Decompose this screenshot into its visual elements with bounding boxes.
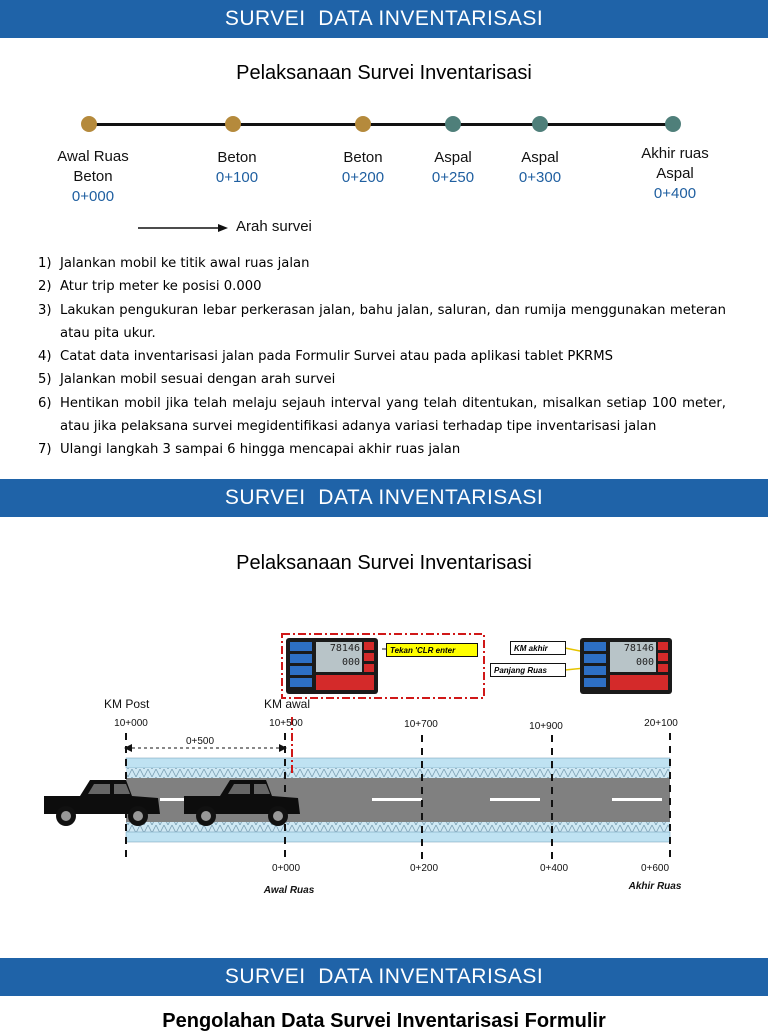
list-item: 2) Atur trip meter ke posisi 0.000: [38, 279, 262, 295]
callout-km-akhir: KM akhir: [510, 641, 566, 655]
list-item: 4) Catat data inventarisasi jalan pada Formulir Survei atau pada aplikasi tablet PKRMS: [38, 349, 613, 365]
list-item: 6) Hentikan mobil jika telah melaju sejauh interval yang telah ditentukan, misalkan setiap 100 meter, atau jika pelaksana survei megidentifikasi adanya variasi terhadap tipe inventarisasi jalan: [38, 395, 726, 435]
timeline-label: Aspal 0+300: [518, 149, 562, 186]
timeline-point: [532, 116, 548, 132]
awal-ruas-label: Awal Ruas: [263, 885, 315, 896]
timeline-point: [665, 116, 681, 132]
list-item: 7) Ulangi langkah 3 sampai 6 hingga mencapai akhir ruas jalan: [38, 442, 461, 458]
km-post-label: KM Post: [104, 697, 150, 711]
timeline-point: [81, 116, 97, 132]
top-km-label: 10+000: [114, 718, 148, 729]
bottom-km-label: 0+600: [640, 863, 670, 874]
odometer-trip: 000: [341, 657, 360, 668]
odometer-trip: 000: [635, 657, 654, 668]
top-km-label: 20+100: [644, 718, 678, 729]
odometer-device-icon: [286, 638, 378, 694]
slide-title: Pengolahan Data Survei Inventarisasi Formulir: [162, 1010, 606, 1032]
bottom-km-label: 0+200: [409, 863, 439, 874]
odometer-device-icon: [580, 638, 672, 694]
slide-banner: SURVEI DATA INVENTARISASI: [0, 0, 768, 38]
list-item: 5) Jalankan mobil sesuai dengan arah survei: [38, 372, 336, 388]
bottom-km-label: 0+400: [539, 863, 569, 874]
pickup-truck-icon: [180, 774, 304, 830]
odometer-reading: 78146: [329, 643, 360, 654]
pickup-truck-icon: [40, 774, 164, 830]
timeline-point: [225, 116, 241, 132]
timeline-label: Akhir ruas Aspal 0+400: [641, 145, 709, 202]
top-km-label: 10+900: [529, 721, 563, 732]
slide-banner: SURVEI DATA INVENTARISASI: [0, 479, 768, 517]
timeline-label: Aspal 0+250: [431, 149, 475, 186]
list-item: 1) Jalankan mobil ke titik awal ruas jalan: [38, 256, 310, 271]
slide-title: Pelaksanaan Survei Inventarisasi: [236, 62, 532, 84]
top-km-label: 10+700: [404, 719, 438, 730]
bottom-km-label: 0+000: [271, 863, 301, 874]
direction-label: Arah survei: [236, 218, 312, 235]
steps-list: [38, 252, 726, 462]
timeline-point: [445, 116, 461, 132]
timeline-label: Beton 0+200: [341, 149, 385, 186]
top-km-label: 10+500: [269, 718, 303, 729]
km-awal-label: KM awal: [264, 697, 311, 711]
timeline-point: [355, 116, 371, 132]
slide-banner: SURVEI DATA INVENTARISASI: [0, 958, 768, 996]
akhir-ruas-label: Akhir Ruas: [628, 881, 682, 892]
timeline-label: Awal Ruas Beton 0+000: [57, 148, 129, 205]
callout-panjang-ruas: Panjang Ruas: [490, 663, 566, 677]
odometer-reading: 78146: [623, 643, 654, 654]
callout-clr: Tekan 'CLR enter: [386, 643, 478, 657]
list-item: 3) Lakukan pengukuran lebar perkerasan jalan, bahu jalan, saluran, dan rumija menggunakan meteran atau pita ukur.: [38, 302, 726, 341]
timeline-line: [90, 123, 672, 126]
direction-arrow-icon: [138, 222, 230, 234]
interval-label: 0+500: [185, 736, 215, 747]
slide-title: Pelaksanaan Survei Inventarisasi: [236, 552, 532, 574]
timeline-label: Beton 0+100: [215, 149, 259, 186]
